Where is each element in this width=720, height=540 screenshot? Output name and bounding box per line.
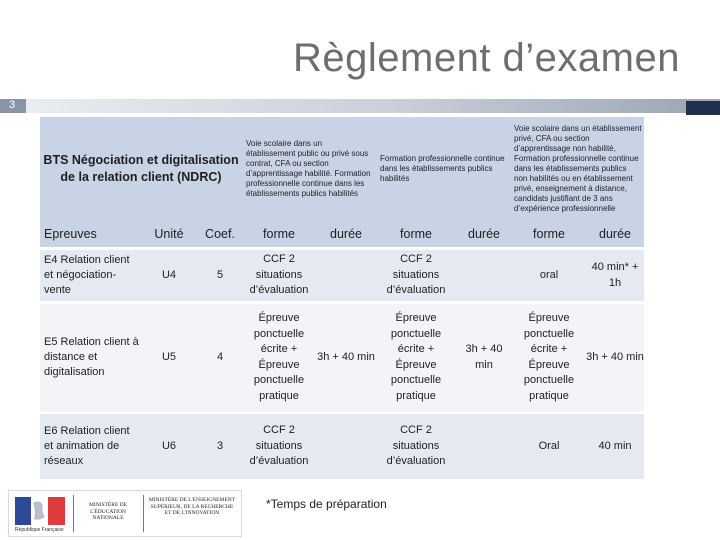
forme-3-cell: Épreuve ponctuelle écrite + Épreuve ponctuelle pratique [512,303,586,413]
epreuve-cell: E5 Relation client à distance et digitalisation [40,303,140,413]
table-row [40,249,644,303]
forme-1-cell: CCF 2 situations d’évaluation [242,249,316,303]
header-forme-3: forme [512,221,586,249]
table-row [40,303,644,413]
header-forme-2: forme [376,221,456,249]
exam-rules-table [40,117,644,479]
header-coef: Coef. [198,221,242,249]
col-group-3-header: Voie scolaire dans un établissement privé, CFA ou section d’apprentissage non habilité, Formation professionnelle continue dans les établissements publics non habilités ou en établissement privé, enseignement à distance, candidats justifiant de 3 ans d’expérience professionnelle [512,117,644,221]
unite-cell: U6 [140,413,198,479]
duree-3-cell: 40 min [586,413,644,479]
coef-cell: 4 [198,303,242,413]
forme-1-cell: Épreuve ponctuelle écrite + Épreuve ponctuelle pratique [242,303,316,413]
forme-2-cell: CCF 2 situations d’évaluation [376,249,456,303]
coef-cell: 5 [198,249,242,303]
forme-3-cell: oral [512,249,586,303]
epreuve-cell: E4 Relation client et négociation-vente [40,249,140,303]
table-row [40,413,644,479]
coef-cell: 3 [198,413,242,479]
duree-3-cell: 40 min* + 1h [586,249,644,303]
header-forme-1: forme [242,221,316,249]
title-band [0,99,720,113]
republic-label: République Française [15,527,64,533]
logo-divider [73,495,74,532]
header-duree-3: durée [586,221,644,249]
ministry-label-1: MINISTÈRE DE L'ÉDUCATION NATIONALE [88,502,128,521]
header-epreuves: Epreuves [40,221,140,249]
duree-2-cell: 3h + 40 min [456,303,512,413]
forme-2-cell: Épreuve ponctuelle écrite + Épreuve ponctuelle pratique [376,303,456,413]
band-dark-block [686,101,720,115]
logo-divider [143,495,144,532]
unite-cell: U5 [140,303,198,413]
forme-2-cell: CCF 2 situations d’évaluation [376,413,456,479]
unite-cell: U4 [140,249,198,303]
forme-3-cell: Oral [512,413,586,479]
header-duree-2: durée [456,221,512,249]
epreuve-cell: E6 Relation client et animation de réseaux [40,413,140,479]
duree-2-cell [456,249,512,303]
page-title: Règlement d’examen [293,36,680,80]
diploma-title: BTS Négociation et digitalisation de la relation client (NDRC) [40,117,242,221]
ministry-label-2: MINISTÈRE DE L'ENSEIGNEMENT SUPÉRIEUR, DE LA RECHERCHE ET DE L'INNOVATION [148,497,236,516]
duree-1-cell: 3h + 40 min [316,303,376,413]
header-duree-1: durée [316,221,376,249]
footnote: *Temps de préparation [266,497,387,511]
duree-1-cell [316,413,376,479]
col-group-2-header: Formation professionnelle continue dans les établissements publics habilités [376,117,512,221]
ministry-logo [8,490,242,537]
duree-2-cell [456,413,512,479]
slide-number: 3 [9,99,16,111]
duree-3-cell: 3h + 40 min [586,303,644,413]
header-unite: Unité [140,221,198,249]
marianne-flag-icon [15,497,65,525]
col-group-1-header: Voie scolaire dans un établissement public ou privé sous contrat, CFA ou section d’apprentissage habilité. Formation professionnelle continue dans les établissements publics habilités [242,117,376,221]
duree-1-cell [316,249,376,303]
forme-1-cell: CCF 2 situations d’évaluation [242,413,316,479]
